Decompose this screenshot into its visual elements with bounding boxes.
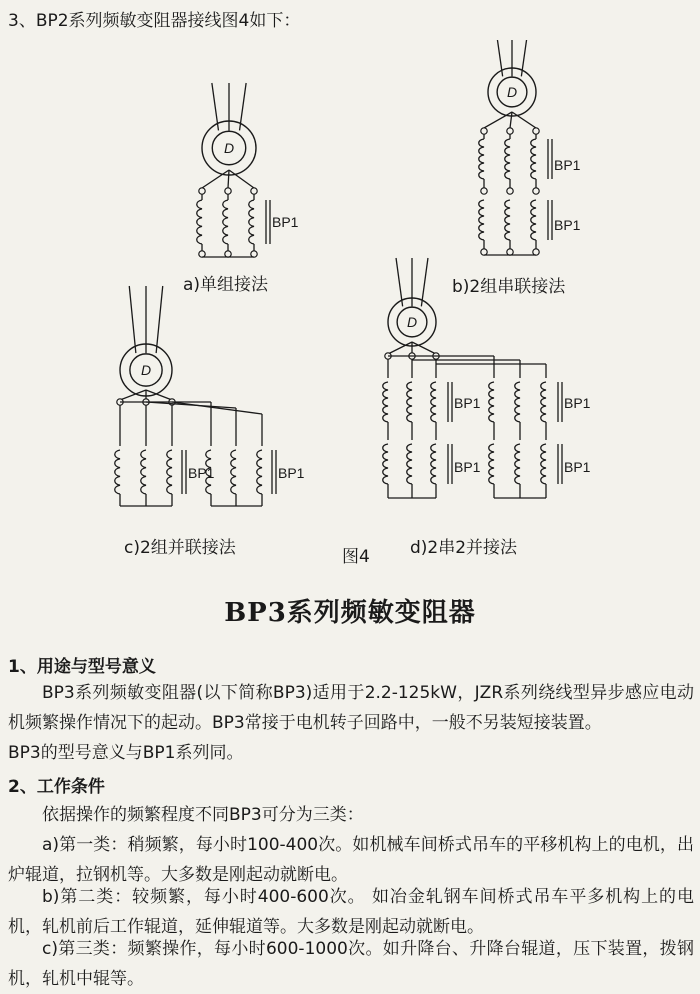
heading-usage: 1、用途与型号意义 bbox=[8, 657, 156, 677]
section-title: BP3系列频敏变阻器 bbox=[224, 598, 476, 628]
inductor-coil bbox=[531, 139, 536, 179]
paragraph-model: BP3的型号意义与BP1系列同。 bbox=[8, 743, 244, 763]
inductor-coil bbox=[489, 382, 494, 422]
terminal bbox=[507, 249, 513, 255]
inductor-coil bbox=[141, 450, 146, 494]
inductor-coil bbox=[515, 444, 520, 484]
terminal bbox=[481, 188, 487, 194]
caption-d: d)2串2并接法 bbox=[410, 538, 518, 558]
bp1-label: BP1 bbox=[564, 459, 591, 475]
paragraph-usage: BP3系列频敏变阻器(以下简称BP3)适用于2.2-125kW，JZR系列绕线型异步感应电动机频繁操作情况下的起动。BP3常接于电机转子回路中，一般不另装短接装置。 bbox=[8, 683, 694, 733]
caption-c: c)2组并联接法 bbox=[124, 538, 236, 558]
inductor-coil bbox=[223, 200, 228, 244]
motor-label: D bbox=[223, 140, 235, 156]
bp1-label: BP1 bbox=[564, 395, 591, 411]
inductor-coil bbox=[257, 450, 262, 494]
inductor-coil bbox=[431, 382, 436, 422]
wire bbox=[484, 112, 512, 128]
terminal bbox=[225, 251, 231, 257]
power-lead bbox=[421, 258, 428, 306]
motor-label: D bbox=[140, 362, 152, 378]
caption-fig: 图4 bbox=[342, 547, 370, 567]
caption-a: a)单组接法 bbox=[183, 275, 269, 295]
power-lead bbox=[156, 286, 163, 353]
inductor-coil bbox=[383, 382, 388, 422]
inductor-coil bbox=[505, 139, 510, 179]
caption-b: b)2组串联接法 bbox=[452, 277, 566, 297]
power-lead bbox=[240, 83, 247, 130]
wire bbox=[172, 402, 262, 414]
power-lead bbox=[129, 286, 136, 353]
terminal bbox=[533, 249, 539, 255]
wire bbox=[388, 342, 412, 354]
inductor-coil bbox=[115, 450, 120, 494]
motor-label: D bbox=[506, 84, 518, 100]
inductor-coil bbox=[231, 450, 236, 494]
wiring-diagram-figure bbox=[0, 40, 700, 567]
inductor-coil bbox=[515, 382, 520, 422]
inductor-coil bbox=[541, 444, 546, 484]
wire bbox=[202, 170, 229, 188]
bp1-label: BP1 bbox=[554, 157, 581, 173]
list-item-class-1: a)第一类：稍频繁，每小时100-400次。如机械车间桥式吊车的平移机构上的电机，出炉辊道，拉钢机等。大多数是刚起动就断电。 bbox=[8, 835, 694, 885]
inductor-coil bbox=[431, 444, 436, 484]
terminal bbox=[533, 128, 539, 134]
terminal bbox=[507, 188, 513, 194]
intro-text: 3、BP2系列频敏变阻器接线图4如下： bbox=[8, 11, 301, 31]
terminal bbox=[199, 188, 205, 194]
terminal bbox=[251, 188, 257, 194]
power-lead bbox=[396, 258, 403, 306]
wire bbox=[228, 170, 229, 188]
inductor-coil bbox=[505, 200, 510, 240]
heading-conditions: 2、工作条件 bbox=[8, 777, 105, 797]
inductor-coil bbox=[479, 139, 484, 179]
terminal bbox=[251, 251, 257, 257]
terminal bbox=[481, 249, 487, 255]
inductor-coil bbox=[541, 382, 546, 422]
inductor-coil bbox=[249, 200, 254, 244]
bp1-label: BP1 bbox=[454, 459, 481, 475]
inductor-coil bbox=[489, 444, 494, 484]
inductor-coil bbox=[383, 444, 388, 484]
bp1-label: BP1 bbox=[278, 465, 305, 481]
wire bbox=[512, 112, 536, 128]
list-item-class-2: b)第二类：较频繁，每小时400-600次。 如冶金轧钢车间桥式吊车平多机构上的电机，轧机前后工作辊道，延伸辊道等。大多数是刚起动就断电。 bbox=[8, 887, 694, 937]
list-item-class-3: c)第三类：频繁操作，每小时600-1000次。如升降台、升降台辊道，压下装置，拨钢机，轧机中辊等。 bbox=[8, 939, 694, 989]
inductor-coil bbox=[407, 444, 412, 484]
inductor-coil bbox=[531, 200, 536, 240]
motor-label: D bbox=[406, 314, 418, 330]
wire bbox=[412, 342, 436, 354]
inductor-coil bbox=[407, 382, 412, 422]
bp1-label: BP1 bbox=[188, 465, 215, 481]
terminal bbox=[481, 128, 487, 134]
bp1-label: BP1 bbox=[272, 214, 299, 230]
inductor-coil bbox=[167, 450, 172, 494]
inductor-coil bbox=[479, 200, 484, 240]
bp1-label: BP1 bbox=[554, 217, 581, 233]
terminal bbox=[507, 128, 513, 134]
wire bbox=[510, 112, 512, 128]
terminal bbox=[199, 251, 205, 257]
power-lead bbox=[212, 83, 219, 130]
terminal bbox=[225, 188, 231, 194]
paragraph-conditions: 依据操作的频繁程度不同BP3可分为三类： bbox=[42, 805, 364, 825]
wiring-diagram-svg bbox=[0, 40, 700, 560]
terminal bbox=[533, 188, 539, 194]
bp1-label: BP1 bbox=[454, 395, 481, 411]
inductor-coil bbox=[197, 200, 202, 244]
